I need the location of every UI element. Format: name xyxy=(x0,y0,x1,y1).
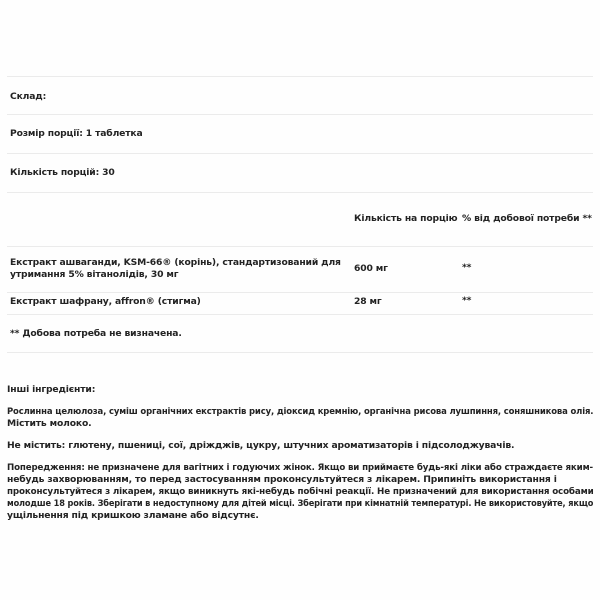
composition-label: Склад: xyxy=(10,91,47,102)
free-of-statement: Не містить: глютену, пшениці, сої, дріжджів, цукру, штучних ароматизаторів і підсолоджувачів. xyxy=(7,440,515,451)
ingredient-name: Екстракт шафрану, affron® (стигма) xyxy=(10,296,201,307)
divider xyxy=(7,292,593,293)
footnote: ** Добова потреба не визначена. xyxy=(10,328,182,339)
divider xyxy=(7,76,593,77)
warning-line: небудь захворюванням, то перед застосуванням проконсультуйтеся з лікарем. Припиніть використання і xyxy=(7,474,557,485)
ingredient-amount: 600 мг xyxy=(354,263,388,274)
header-amount: Кількість на порцію xyxy=(354,213,458,224)
divider xyxy=(7,246,593,247)
other-ingredients-list: Рослинна целюлоза, суміш органічних екстрактів рису, діоксид кремнію, органічна рисова лушпиння, соняшникова олія. xyxy=(7,406,594,417)
servings-count: Кількість порцій: 30 xyxy=(10,167,115,178)
ingredient-daily-value: ** xyxy=(462,262,472,273)
other-ingredients-title: Інші інгредієнти: xyxy=(7,384,96,395)
divider xyxy=(7,314,593,315)
warning-line: молодше 18 років. Зберігати в недоступному для дітей місці. Зберігати при кімнатній температурі. Не використовуйте, якщо xyxy=(7,498,594,509)
ingredient-daily-value: ** xyxy=(462,295,472,306)
divider xyxy=(7,114,593,115)
ingredient-name-cont: утримання 5% вітанолідів, 30 мг xyxy=(10,269,179,280)
warning-line: ущільнення під кришкою зламане або відсутнє. xyxy=(7,510,259,521)
header-daily-value: % від добової потреби ** xyxy=(462,213,592,224)
serving-size: Розмір порції: 1 таблетка xyxy=(10,128,143,139)
contains-milk: Містить молоко. xyxy=(7,418,92,429)
warning-line: проконсультуйтеся з лікарем, якщо виникнуть які-небудь побічні реакції. Не призначений для використання особами xyxy=(7,486,594,497)
warning-line: Попередження: не призначене для вагітних і годуючих жінок. Якщо ви приймаєте будь-які ліки або страждаєте яким- xyxy=(7,462,593,473)
divider xyxy=(7,352,593,353)
divider xyxy=(7,153,593,154)
divider xyxy=(7,192,593,193)
ingredient-amount: 28 мг xyxy=(354,296,382,307)
ingredient-name: Екстракт ашваганди, KSM-66® (корінь), стандартизований для xyxy=(10,257,341,268)
